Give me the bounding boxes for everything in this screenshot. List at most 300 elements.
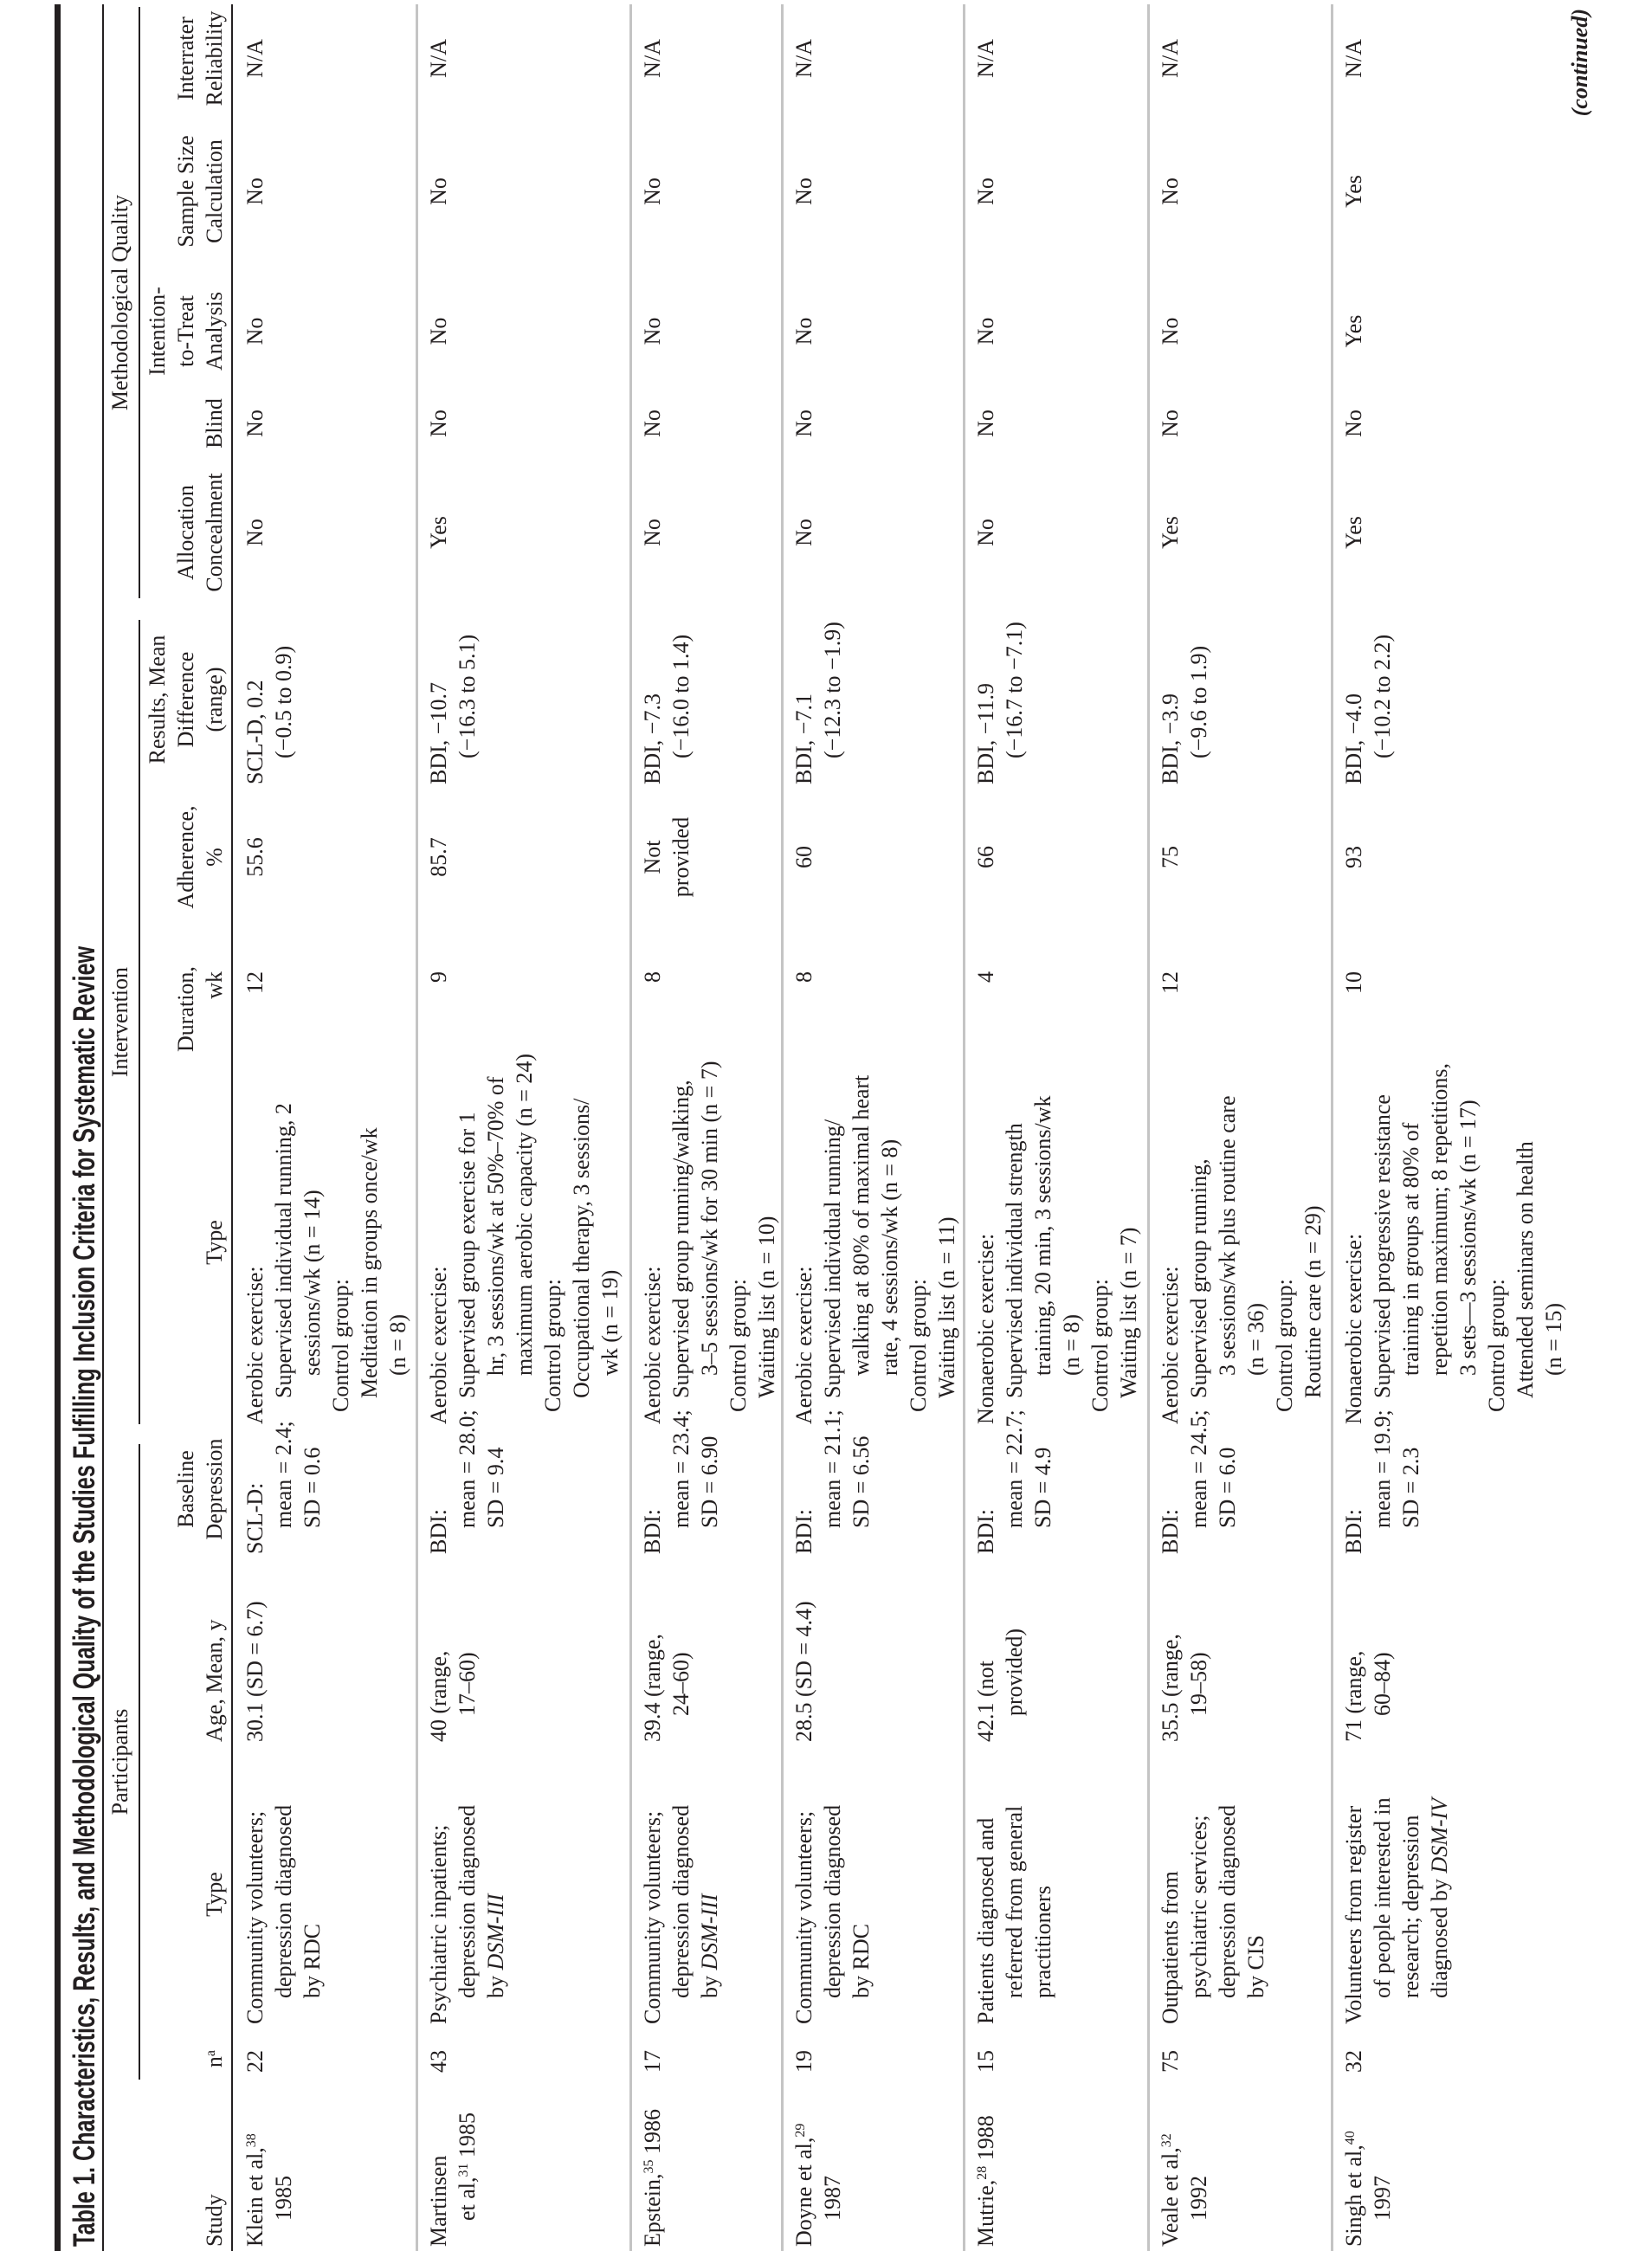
cell-line: Control group: [540,1279,565,1412]
cell-line: 24–60) [668,1652,694,1716]
cell-line: 71 (range, [1341,1650,1366,1742]
cell-line: 43 [426,2050,451,2073]
cell-adherence [424,788,453,926]
cell-line: BDI, −3.9 [1158,693,1183,784]
cell-line [1339,2087,1368,2247]
cell-age [790,1560,818,1742]
cell-line: mean = 2.4; [271,1421,296,1528]
cell-line: psychiatric services; [1186,1815,1211,1998]
row-separator [781,4,784,2251]
cell-results [1339,611,1397,784]
text-segment: Veale et al, [1158,2147,1183,2247]
cell-itt [424,277,453,385]
cell-line: provided [668,816,694,898]
cell-alloc [241,463,269,602]
cell-ptype [241,1756,326,2024]
cell-interrater [638,4,667,113]
cell-duration [424,971,453,1052]
cell-line: mean = 19.9; [1370,1409,1395,1528]
cell-line: BDI: [1341,1509,1366,1554]
cell-line [790,2087,818,2247]
cell-line: N/A [1158,39,1183,78]
cell-age [971,1560,1029,1742]
cell-line: 75 [1158,2050,1183,2073]
header-sample [139,123,229,260]
cell-line: wk [202,971,227,999]
cell-line: Reliability [202,10,227,106]
cell-line: Not [640,840,665,874]
row-separator [629,4,632,2251]
cell-line: Supervised individual strength [1002,1123,1027,1398]
cell-line: No [640,410,665,437]
cell-results [424,611,481,784]
cell-line: mean = 22.7; [1002,1409,1027,1528]
cell-line: 60 [791,846,816,868]
header-n [139,2050,229,2095]
cell-adherence [1339,788,1368,926]
text-segment: 1985 [455,2112,480,2164]
cell-line: Meditation in groups once/wk [357,1127,382,1398]
row-separator [1331,4,1333,2251]
cell-line: No [640,519,665,546]
cell-sample [241,123,269,260]
cell-baseline [1339,1409,1425,1554]
cell-baseline [638,1409,724,1554]
cell-adherence [971,788,1000,926]
cell-line: (−16.0 to 1.4) [668,634,694,758]
cell-line: (−16.3 to 5.1) [455,634,480,758]
cell-line: BDI: [1158,1509,1183,1554]
cell-study [424,2087,481,2247]
cell-n [790,2050,818,2095]
cell-results [638,611,695,784]
text-segment: n [202,2056,227,2068]
cell-duration [638,971,667,1052]
cell-line: mean = 23.4; [668,1409,694,1528]
reference-superscript: 32 [1159,2133,1174,2148]
cell-line: (n = 36) [1243,1303,1268,1376]
cell-line: 1985 [271,2176,296,2221]
cell-line: Interrater [173,16,198,100]
cell-line: Yes [426,516,451,549]
cell-line: BDI, −7.1 [791,693,816,784]
cell-study [241,2087,298,2247]
cell-baseline [241,1421,326,1554]
cell-adherence [241,788,269,926]
cell-line: Yes [1341,516,1366,549]
cell-line: Patients diagnosed and [973,1817,998,2024]
cell-line [971,2087,1000,2247]
cell-line: (−9.6 to 1.9) [1186,645,1211,758]
cell-n [638,2050,667,2095]
cell-line: 3 sessions/wk plus routine care [1215,1095,1240,1376]
cell-line: Baseline [173,1450,198,1528]
cell-alloc [1156,463,1184,602]
cell-line: No [242,177,268,205]
cell-ptype [424,1756,510,2024]
cell-line: referred from general [1002,1805,1027,1998]
cell-line: practitioners [1030,1886,1055,1998]
cell-line: Community volunteers; [791,1810,816,2024]
reference-superscript: 29 [793,2123,808,2138]
cell-itt [790,277,818,385]
cell-line: sessions/wk (n = 14) [300,1190,325,1376]
cell-line: Calculation [202,139,227,243]
cell-adherence [1156,788,1184,926]
cell-results [790,611,847,784]
group-header-intervention: Intervention [107,966,132,1078]
cell-line: (n = 8) [1059,1314,1084,1376]
cell-line: Sample Size [173,135,198,248]
cell-blind [790,392,818,455]
cell-line: 35.5 (range, [1158,1634,1183,1742]
cell-n [241,2050,269,2095]
cell-line: Volunteers from register [1341,1805,1366,2024]
cell-line: SD = 2.3 [1398,1447,1423,1528]
cell-duration [1156,971,1184,1052]
cell-n [1339,2050,1368,2095]
cell-line: Concealment [202,473,227,592]
cell-line: of people interested in [1370,1797,1395,1998]
cell-line: Aerobic exercise: [640,1266,665,1424]
cell-line: rate, 4 sessions/wk (n = 8) [877,1138,902,1376]
cell-line: 3–5 sessions/wk for 30 min (n = 7) [697,1061,722,1376]
cell-study [790,2087,847,2247]
cell-sample [790,123,818,260]
cell-line: 17–60) [455,1652,480,1716]
cell-line: Blind [202,398,227,448]
cell-line: 28.5 (SD = 4.4) [791,1601,816,1742]
cell-line: SD = 9.4 [483,1447,508,1528]
cell-results [241,611,298,784]
cell-interrater [1339,4,1368,113]
reference-superscript: 28 [975,2165,990,2180]
cell-line: Waiting list (n = 11) [934,1216,959,1398]
cell-line [1425,1756,1454,2024]
cell-blind [424,392,453,455]
cell-line: (−12.3 to −1.9) [820,622,845,758]
cell-intervention-type [638,1052,781,1424]
cell-line: No [242,317,268,345]
cell-line: 15 [973,2050,998,2073]
cell-line: 39.4 (range, [640,1634,665,1742]
cell-line: 40 (range, [426,1650,451,1742]
cell-line: No [1341,410,1366,437]
cell-sample [1156,123,1184,260]
cell-interrater [1156,4,1184,113]
cell-ptype [790,1756,875,2024]
cell-interrater [241,4,269,113]
cell-line: by CIS [1243,1935,1268,1998]
reference-superscript: 31 [456,2163,471,2177]
cell-intervention-type [424,1052,624,1424]
cell-line: 4 [973,971,998,983]
cell-study [1339,2087,1397,2247]
cell-line: mean = 24.5; [1186,1409,1211,1528]
cell-line: SCL-D, 0.2 [242,680,268,784]
cell-line: Type [202,1872,227,1917]
header-baseline [139,1424,229,1554]
cell-ptype [1156,1756,1270,2024]
table-title: Table 1. Characteristics, Results, and Methodological Quality of the Studies Fulfilling Inclusion Criteria for Systematic Review [68,945,101,2247]
cell-line: research; depression [1398,1815,1423,1998]
cell-line: Occupational therapy, 3 sessions/ [569,1098,594,1398]
cell-line: Aerobic exercise: [426,1266,451,1424]
cell-alloc [971,463,1000,602]
cell-line: Nonaerobic exercise: [973,1233,998,1424]
cell-line: to-Treat [173,295,198,367]
text-segment: et al, [455,2177,480,2221]
cell-line [453,2087,481,2247]
cell-line: No [791,410,816,437]
cell-line: Routine care (n = 29) [1300,1205,1326,1398]
text-segment: DSM-IV [1427,1797,1452,1874]
cell-line: 19 [791,2050,816,2073]
cell-n [424,2050,453,2095]
cell-line: No [640,317,665,345]
cell-line: Waiting list (n = 10) [754,1216,779,1398]
cell-itt [638,277,667,385]
cell-age [1339,1560,1397,1742]
top-thick-rule [55,4,61,2251]
cell-line: Yes [1341,175,1366,208]
cell-line: No [973,519,998,546]
reference-superscript: 38 [244,2133,259,2148]
header-rule [231,4,233,2251]
cell-line: Supervised progressive resistance [1370,1094,1395,1398]
cell-line: BDI: [640,1509,665,1554]
continued-note: (continued) [1567,9,1592,117]
cell-results [1156,611,1213,784]
cell-line: SD = 6.56 [849,1435,874,1528]
cell-ptype [971,1756,1057,2024]
cell-sample [1339,123,1368,260]
header-age [139,1560,229,1742]
cell-line: No [791,519,816,546]
cell-line: Control group: [726,1279,751,1412]
cell-intervention-type [241,1052,412,1424]
cell-study [1156,2087,1213,2247]
cell-line: BDI: [973,1509,998,1554]
title-rule [102,4,104,2251]
cell-line: No [1158,317,1183,345]
cell-line: by RDC [300,1924,325,1998]
cell-line: BDI: [426,1509,451,1554]
cell-intervention-type [1156,1052,1327,1424]
cell-line [241,2087,269,2247]
cell-blind [1339,392,1368,455]
cell-n [1156,2050,1184,2095]
reference-superscript: 35 [642,2159,656,2174]
cell-line: SD = 4.9 [1030,1447,1055,1528]
cell-line: N/A [1341,39,1366,78]
cell-line: (n = 8) [385,1314,410,1376]
cell-line: Supervised individual running/ [820,1119,845,1398]
cell-line: Depression [202,1438,227,1540]
text-segment: 1988 [973,2115,998,2166]
cell-line [200,2050,229,2095]
cell-line: 8 [791,971,816,983]
cell-sample [424,123,453,260]
header-results [139,615,229,784]
cell-line: BDI: [791,1509,816,1554]
cell-line: training in groups at 80% of [1398,1122,1423,1376]
cell-ptype [638,1756,724,2024]
cell-line: Supervised group running/walking, [668,1080,694,1398]
cell-interrater [790,4,818,113]
cell-interrater [971,4,1000,113]
cell-itt [241,277,269,385]
cell-line: SCL-D: [242,1482,268,1554]
cell-intervention-type [971,1052,1143,1424]
cell-line: Nonaerobic exercise: [1341,1233,1366,1424]
header-duration [139,966,229,1052]
cell-line: Type [202,1220,227,1265]
cell-line: 42.1 (not [973,1661,998,1742]
cell-blind [1156,392,1184,455]
cell-line: 1992 [1186,2176,1211,2221]
cell-line: depression diagnosed [271,1804,296,1998]
cell-line: Analysis [202,292,227,371]
cell-line: BDI, −11.9 [973,683,998,784]
header-interrater [139,4,229,113]
cell-sample [638,123,667,260]
cell-age [1156,1560,1213,1742]
cell-line: 32 [1341,2050,1366,2073]
reference-superscript: a [203,2050,218,2057]
cell-line: 93 [1341,846,1366,868]
cell-line: 17 [640,2050,665,2073]
cell-line: depression diagnosed [820,1804,845,1998]
cell-line: 12 [242,971,268,994]
cell-itt [1339,277,1368,385]
cell-line: Psychiatric inpatients; [426,1824,451,2024]
header-study [139,2087,229,2247]
cell-line: 12 [1158,971,1183,994]
cell-n [971,2050,1000,2095]
cell-baseline [971,1409,1057,1554]
cell-line: No [973,317,998,345]
cell-line: 10 [1341,971,1366,994]
cell-line: No [791,317,816,345]
cell-line: depression diagnosed [455,1804,480,1998]
cell-line: Supervised group exercise for 1 [455,1112,480,1398]
row-separator [1147,4,1150,2251]
header-alloc [139,463,229,602]
cell-line: No [426,410,451,437]
cell-line: depression diagnosed [668,1804,694,1998]
cell-duration [1339,971,1368,1052]
cell-line: 22 [242,2050,268,2073]
cell-line: Supervised individual running, 2 [271,1103,296,1398]
cell-line: SD = 0.6 [300,1447,325,1528]
cell-interrater [424,4,453,113]
cell-alloc [638,463,667,602]
cell-duration [790,971,818,1052]
cell-baseline [424,1409,510,1554]
cell-line: provided) [1002,1628,1027,1716]
text-segment: Mutrie, [973,2179,998,2247]
header-adherence [139,788,229,926]
cell-line: Control group: [328,1279,353,1412]
cell-line: mean = 21.1; [820,1409,845,1528]
cell-line: Difference [173,651,198,748]
text-segment: Epstein, [640,2173,665,2247]
cell-line: No [973,177,998,205]
cell-line: by RDC [849,1924,874,1998]
cell-duration [971,971,1000,1052]
cell-line: Allocation [173,485,198,580]
text-segment: by [483,1970,508,1998]
cell-line: 9 [426,971,451,983]
text-segment: 1986 [640,2109,665,2160]
cell-line: Community volunteers; [242,1810,268,2024]
cell-line [638,2087,667,2247]
cell-line: No [640,177,665,205]
cell-line: training, 20 min, 3 sessions/wk [1030,1095,1055,1376]
cell-line: No [973,410,998,437]
header-itt [139,277,229,385]
cell-line: 19–58) [1186,1652,1211,1716]
cell-line: No [242,519,268,546]
cell-sample [971,123,1000,260]
cell-line: N/A [640,39,665,78]
cell-line: Control group: [1087,1279,1113,1412]
cell-line: N/A [791,39,816,78]
text-segment: diagnosed by [1427,1873,1452,1998]
cell-line: walking at 80% of maximal heart [849,1074,874,1376]
cell-line: BDI, −4.0 [1341,693,1366,784]
cell-line: 85.7 [426,837,451,877]
cell-line: depression diagnosed [1215,1804,1240,1998]
cell-line: 1997 [1370,2176,1395,2221]
cell-age [241,1560,269,1742]
cell-line: No [1158,410,1183,437]
cell-line: Aerobic exercise: [242,1266,268,1424]
text-segment: by [697,1970,722,1998]
cell-line: Aerobic exercise: [1158,1266,1183,1424]
cell-line: Yes [1341,314,1366,348]
cell-results [971,611,1029,784]
cell-line [695,1756,724,2024]
cell-alloc [790,463,818,602]
cell-line: Martinsen [426,2155,451,2247]
cell-line: No [426,317,451,345]
row-separator [963,4,965,2251]
cell-line: Control group: [1272,1279,1297,1412]
cell-line: Control group: [906,1279,931,1412]
row-separator [416,4,418,2251]
cell-line [1156,2087,1184,2247]
cell-line: maximum aerobic capacity (n = 24) [512,1053,537,1376]
cell-line: Age, Mean, y [202,1619,227,1742]
text-segment: DSM-III [483,1893,508,1970]
cell-line: hr, 3 sessions/wk at 50%–70% of [483,1076,508,1376]
cell-line: No [1158,177,1183,205]
cell-line: No [242,410,268,437]
cell-line: N/A [426,39,451,78]
cell-ptype [1339,1756,1454,2024]
cell-line: Supervised group running, [1186,1158,1211,1398]
cell-line: (range) [202,667,227,732]
cell-line: Community volunteers; [640,1810,665,2024]
cell-line: N/A [242,39,268,78]
cell-itt [1156,277,1184,385]
cell-line: 60–84) [1370,1652,1395,1716]
cell-line: (−0.5 to 0.9) [271,645,296,758]
cell-line: SD = 6.90 [697,1435,722,1528]
text-segment: Klein et al, [242,2147,268,2247]
